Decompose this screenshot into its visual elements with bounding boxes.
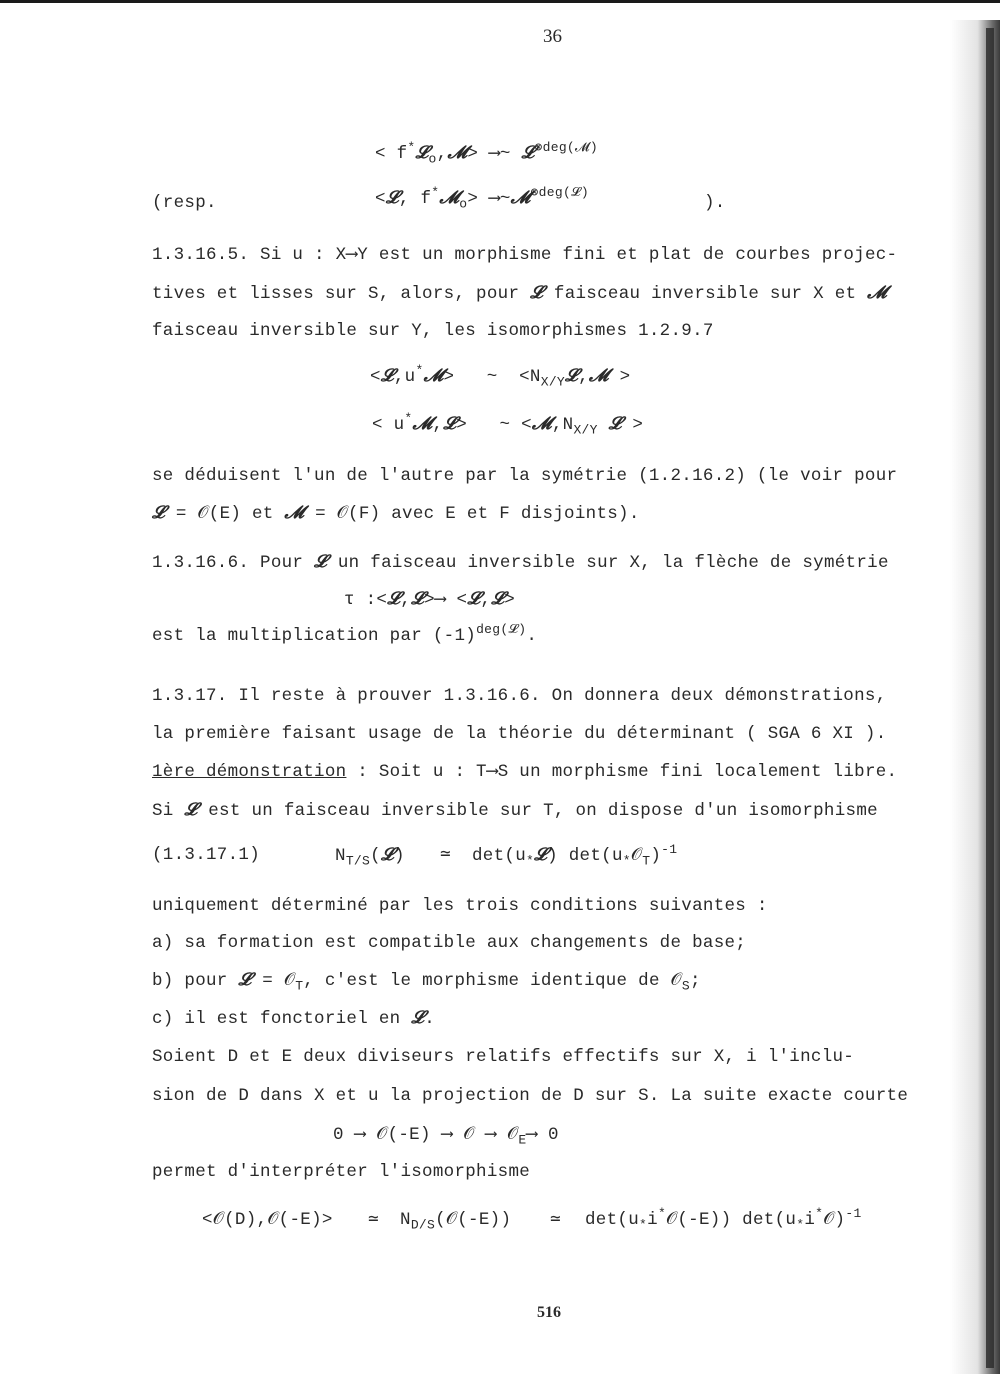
page-number-top: 36 [543,26,562,47]
para-1-3-16-5-line3: faisceau inversible sur Y, les isomorphismes 1.2.9.7 [152,321,714,341]
display1-line2: <𝓛, f*𝓜$_o$> ⟶~𝓜$^{\otimes deg(𝓛)}$ [375,185,589,212]
scan-edge-dark [986,28,994,1368]
condition-a: a) sa formation est compatible aux changements de base; [152,933,747,953]
top-border-line [0,0,1000,3]
display1-line2-end: ). [704,193,726,213]
para-1-3-16-6-line3: est la multiplication par $(-1)^{deg(𝓛)}$. [152,622,538,646]
para-1-3-16-5-line2: tives et lisses sur S, alors, pour 𝓛 faisceau inversible sur X et 𝓜 [152,283,888,304]
para-deduce-line1: se déduisent l'un de l'autre par la symétrie (1.2.16.2) (le voir pour [152,466,898,486]
display2-row1: <𝓛,u*𝓜> ~ $<N_{X/Y}𝓛,𝓜$ > [370,363,631,390]
display1-line1: < f*𝓛$_o$,𝓜> ⟶~ 𝓛$^{\otimes deg(𝓜)}$ [375,140,598,167]
display1-resp: (resp. [152,193,217,213]
final-equation-pairing: <𝒪(D),𝒪(-E)> [202,1210,333,1230]
para-1-3-17-line1: 1.3.17. Il reste à prouver 1.3.16.6. On donnera deux démonstrations, [152,686,887,706]
equation-norm: $N_{T/S}(𝓛)$ [335,845,405,869]
condition-c: c) il est fonctoriel en 𝓛. [152,1008,436,1029]
display2-row2: < u*𝓜,𝓛> ~ $<𝓜,N_{X/Y}$ 𝓛 > [372,411,644,438]
final-equation-norm: $N_{D/S}(𝒪(-E))$ [400,1210,512,1233]
para-soient-line1: Soient D et E deux diviseurs relatifs effectifs sur X, i l'inclu- [152,1047,855,1067]
equation-approx: ≃ [440,845,451,865]
para-deduce-line2: 𝓛 = 𝒪(E) et 𝓜 = 𝒪(F) avec E et F disjoints). [152,503,640,524]
para-1-3-16-6-line2: τ :<𝓛,𝓛>⟶ <𝓛,𝓛> [344,589,516,610]
equation-label: (1.3.17.1) [152,845,261,865]
page-number-bottom: 516 [537,1304,561,1321]
para-1-3-16-5-line1: 1.3.16.5. Si u : X⟶Y est un morphisme fini et plat de courbes projec- [152,245,898,265]
para-1-3-17-line4: Si 𝓛 est un faisceau inversible sur T, on dispose d'un isomorphisme [152,800,878,821]
para-1-3-16-6-line1: 1.3.16.6. Pour 𝓛 un faisceau inversible sur X, la flèche de symétrie [152,552,889,573]
final-equation-det: $\det(u_*i^*𝒪(-E))$ $\det(u_*i^*𝒪)^{-1}$ [585,1206,862,1233]
para-soient-line3: permet d'interpréter l'isomorphisme [152,1162,531,1182]
para-1-3-17-line2: la première faisant usage de la théorie du déterminant ( SGA 6 XI ). [152,724,887,744]
para-1-3-17-line3: 1ère démonstration : Soit u : T⟶S un morphisme fini localement libre. [152,762,898,782]
final-equation-approx1: ≃ [368,1210,379,1230]
exact-sequence: 0 ⟶ 𝒪(-E) ⟶ 𝒪 ⟶ 𝒪$_E$⟶ 0 [333,1125,559,1148]
equation-det: $\det(u_*𝓛)$ $\det(u_*𝒪_T)^{-1}$ [472,842,678,869]
conditions-intro: uniquement déterminé par les trois conditions suivantes : [152,896,768,916]
para-soient-line2: sion de D dans X et u la projection de D sur S. La suite exacte courte [152,1086,909,1106]
condition-b: b) pour 𝓛 = 𝒪$_T$, c'est le morphisme identique de 𝒪$_S$; [152,970,701,994]
final-equation-approx2: ≃ [550,1210,561,1230]
